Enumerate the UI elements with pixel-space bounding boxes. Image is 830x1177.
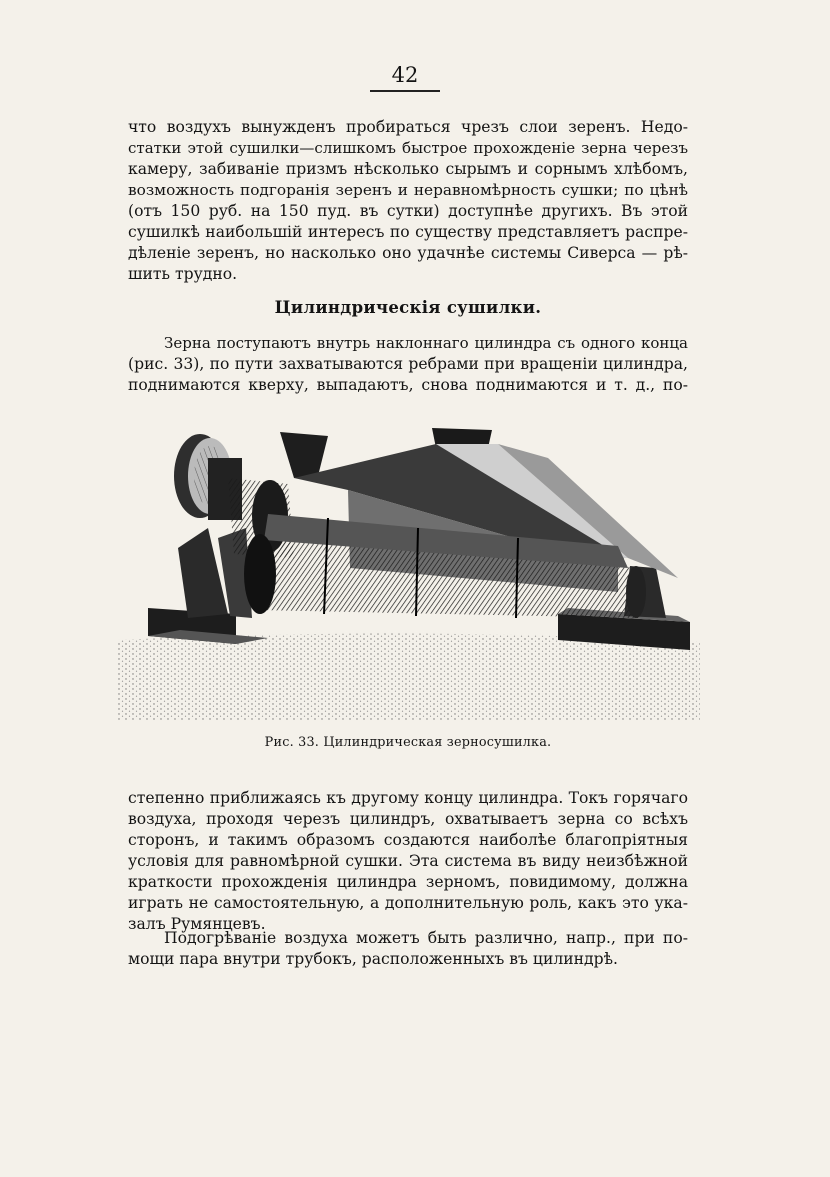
text-line: условія для равномѣрной сушки. Эта система въ виду неизбѣжной	[128, 852, 688, 870]
text-line: сушилкѣ наибольшій интересъ по существу представляетъ распре-	[128, 223, 688, 241]
text-line: статки этой сушилки—слишкомъ быстрое прохожденіе зерна черезъ	[128, 139, 688, 157]
dryer-engraving	[118, 418, 700, 720]
page-number-rule	[370, 90, 440, 92]
text-line: Подогрѣваніе воздуха можетъ быть различно, напр., при по-	[164, 929, 688, 947]
section-heading: Цилиндрическія сушилки.	[274, 298, 542, 317]
text-line: сторонъ, и такимъ образомъ создаются наиболѣе благопріятныя	[128, 831, 688, 849]
text-line: поднимаются кверху, выпадаютъ, снова поднимаются и т. д., по-	[128, 376, 688, 394]
text-line: воздуха, проходя черезъ цилиндръ, охватываетъ зерна со всѣхъ	[128, 810, 688, 828]
paragraph-2	[128, 333, 688, 396]
paragraph-4	[128, 928, 688, 970]
figure-cylindrical-dryer	[118, 418, 700, 720]
text-line: степенно приближаясь къ другому концу цилиндра. Токъ горячаго	[128, 789, 688, 807]
paragraph-1	[128, 117, 688, 285]
figure-caption: Рис. 33. Цилиндрическая зерносушилка.	[264, 735, 552, 750]
text-line: камеру, забиваніе призмъ нѣсколько сырымъ и сорнымъ хлѣбомъ,	[128, 160, 688, 178]
text-line: (отъ 150 руб. на 150 пуд. въ сутки) доступнѣе другихъ. Въ этой	[128, 202, 688, 220]
text-line: (рис. 33), по пути захватываются ребрами при вращеніи цилиндра,	[128, 355, 688, 373]
text-line: шить трудно.	[128, 265, 238, 283]
text-line: мощи пара внутри трубокъ, расположенныхъ въ цилиндрѣ.	[128, 950, 618, 968]
text-line: что воздухъ вынужденъ пробираться чрезъ слои зеренъ. Недо-	[128, 118, 688, 136]
paragraph-3	[128, 788, 688, 935]
text-line: залъ Румянцевъ.	[128, 915, 266, 933]
page-number: 42	[391, 63, 419, 87]
text-line: дѣленіе зеренъ, но насколько оно удачнѣе системы Сиверса — рѣ-	[128, 244, 688, 262]
text-line: Зерна поступаютъ внутрь наклоннаго цилиндра съ одного конца	[164, 334, 688, 352]
text-line: играть не самостоятельную, а дополнительную роль, какъ это ука-	[128, 894, 688, 912]
text-line: возможность подгоранія зеренъ и неравномѣрность сушки; по цѣнѣ	[128, 181, 688, 199]
text-line: краткости прохожденія цилиндра зерномъ, повидимому, должна	[128, 873, 688, 891]
